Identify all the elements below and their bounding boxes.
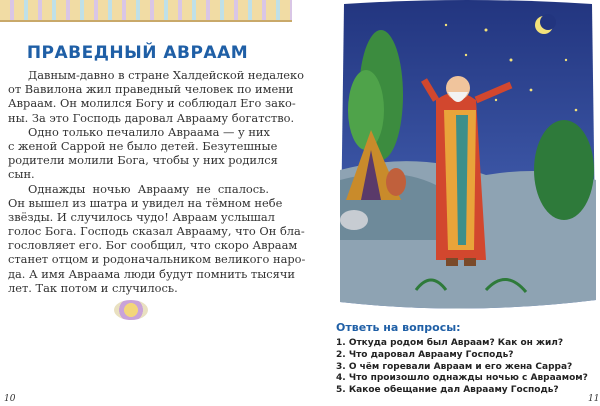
text-line: с женой Саррой не было детей. Безутешные — [8, 138, 278, 153]
questions-list — [336, 338, 588, 397]
text-line: родители молили Бога, чтобы у них родился — [8, 153, 278, 168]
page-number-right: 11 — [588, 394, 600, 404]
text-line: от Вавилона жил праведный человек по имени — [8, 82, 294, 97]
decorative-ornament — [114, 300, 148, 320]
question-item: 2. Что даровал Аврааму Господь? — [336, 349, 514, 360]
question-item: 3. О чём горевали Авраам и его жена Сарра? — [336, 361, 573, 372]
text-line: голос Бога. Господь сказал Аврааму, что Он бла- — [8, 224, 305, 239]
text-line: Одно только печалило Авраама — у них — [28, 124, 270, 139]
question-item: 5. Какое обещание дал Аврааму Господь? — [336, 385, 559, 396]
text-line: да. А имя Авраама люди будут помнить тысячи — [8, 266, 295, 281]
text-line: ны. За это Господь даровал Аврааму богатство. — [8, 110, 295, 125]
text-line: Он вышел из шатра и увидел на тёмном небе — [8, 195, 283, 210]
text-line: гословляет его. Бог сообщил, что скоро Авраам — [8, 238, 298, 253]
story-text — [8, 68, 306, 295]
text-line: лет. Так потом и случилось. — [8, 280, 178, 295]
text-line: звёзды. И случилось чудо! Авраам услышал — [8, 209, 275, 224]
page-number-left: 10 — [4, 394, 16, 404]
header-ornament — [0, 0, 292, 22]
text-line: станет отцом и родоначальником великого наро- — [8, 252, 306, 267]
text-line: Давным-давно в стране Халдейской недалеко — [28, 68, 305, 82]
text-line: Авраам. Он молился Богу и соблюдал Его зако- — [8, 96, 296, 111]
question-item: 4. Что произошло однажды ночью с Авраамом? — [336, 373, 588, 384]
abraham-night-illustration — [336, 0, 598, 312]
text-line: Однажды ночью Аврааму не спалось. — [28, 181, 269, 196]
text-line: сын. — [8, 167, 35, 182]
page-title: ПРАВЕДНЫЙ АВРААМ — [26, 43, 249, 63]
question-item: 1. Откуда родом был Авраам? Как он жил? — [336, 338, 564, 348]
questions-heading: Ответь на вопросы: — [336, 321, 461, 334]
